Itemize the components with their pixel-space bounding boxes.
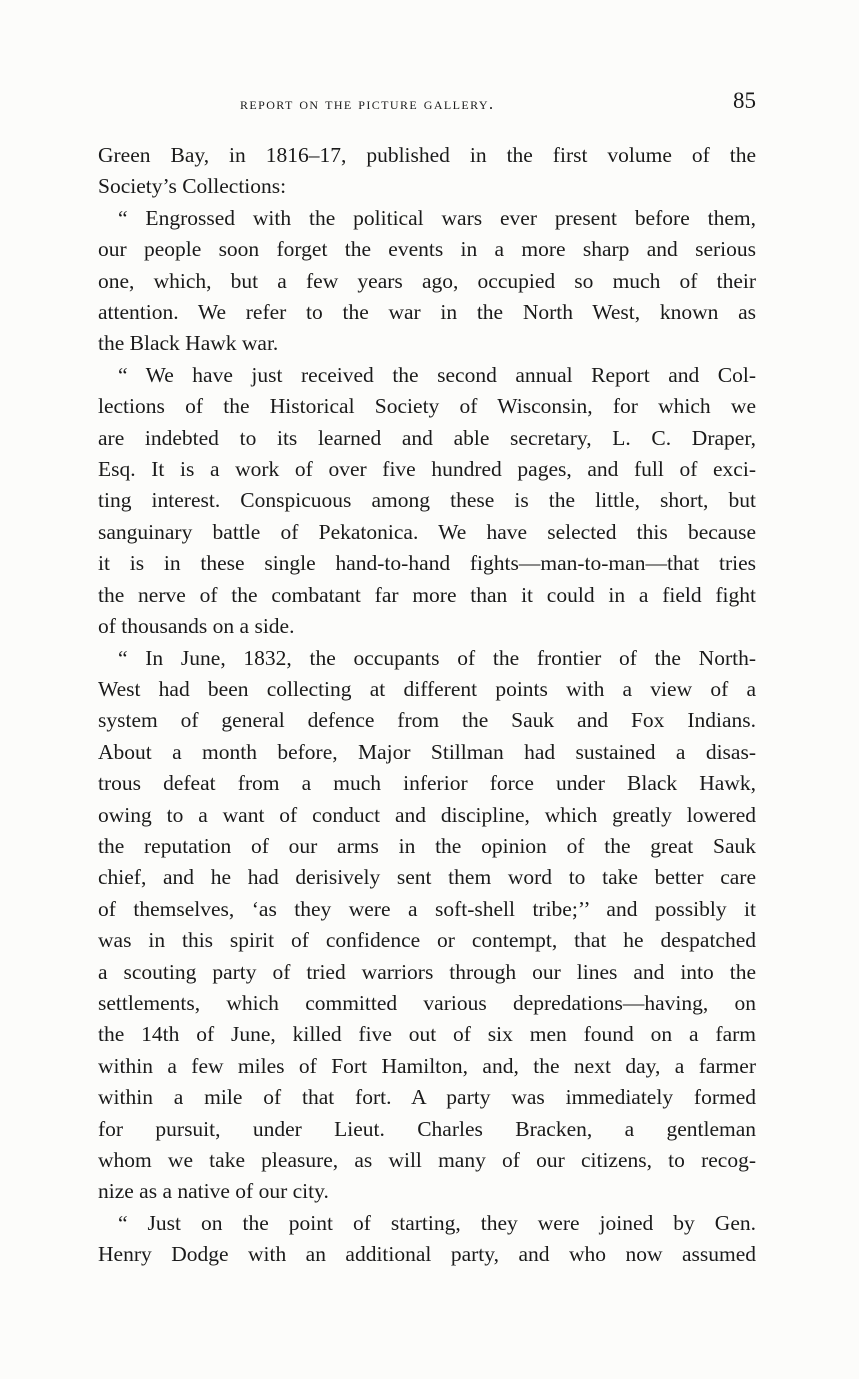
text-line: “ We have just received the second annual Report and Col- [118,362,756,387]
text-line: system of general defence from the Sauk and Fox Indians. [98,708,756,733]
text-line: of thousands on a side. [98,614,295,639]
text-line: West had been collecting at different points with a view of a [98,676,756,701]
text-line: attention. We refer to the war in the North West, known as [98,300,756,325]
text-line: whom we take pleasure, as will many of our citizens, to recog- [98,1148,756,1172]
text-line: within a few miles of Fort Hamilton, and, the next day, a farmer [98,1053,756,1078]
text-line: our people soon forget the events in a more sharp and serious [98,237,756,262]
text-line: “ Just on the point of starting, they were joined by Gen. [118,1210,756,1235]
paragraph-1 [98,140,756,203]
text-line: About a month before, Major Stillman had sustained a disas- [98,739,756,764]
text-line: the reputation of our arms in the opinion of the great Sauk [98,833,756,858]
text-line: of themselves, ‘as they were a soft-shell tribe;’’ and possibly it [98,896,756,921]
paragraph-3 [98,360,756,643]
text-line: one, which, but a few years ago, occupied so much of their [98,268,756,293]
text-line: the 14th of June, killed five out of six men found on a farm [98,1022,756,1047]
text-line: it is in these single hand-to-hand fights—man-to-man—that tries [98,551,756,576]
text-line: nize as a native of our city. [98,1179,329,1204]
text-line: the nerve of the combatant far more than it could in a field fight [98,582,756,607]
text-line: a scouting party of tried warriors through our lines and into the [98,959,756,984]
text-line: Green Bay, in 1816–17, published in the first volume of the [98,143,756,167]
text-line: settlements, which committed various depredations—having, on [98,990,756,1015]
text-line: are indebted to its learned and able secretary, L. C. Draper, [98,425,756,450]
paragraph-2 [98,203,756,360]
text-line: Henry Dodge with an additional party, and who now assumed [98,1242,756,1267]
text-line: within a mile of that fort. A party was immediately formed [98,1085,756,1110]
text-line: for pursuit, under Lieut. Charles Bracken, a gentleman [98,1116,756,1141]
page-header [96,88,758,124]
paragraph-4 [98,643,756,1208]
text-line: “ In June, 1832, the occupants of the frontier of the North- [118,645,756,670]
paragraph-5 [98,1208,756,1271]
text-line: trous defeat from a much inferior force under Black Hawk, [98,771,756,796]
text-line: Society’s Collections: [98,174,287,199]
text-line: was in this spirit of confidence or contempt, that he despatched [98,928,756,953]
page-number: 85 [733,88,756,113]
text-line: sanguinary battle of Pekatonica. We have selected this because [98,519,756,544]
text-line: the Black Hawk war. [98,331,279,356]
text-line: ting interest. Conspicuous among these is the little, short, but [98,488,756,513]
text-line: lections of the Historical Society of Wisconsin, for which we [98,394,756,419]
text-line: Esq. It is a work of over five hundred pages, and full of exci- [98,457,756,482]
text-line: chief, and he had derisively sent them word to take better care [98,865,756,890]
running-head: report on the picture gallery. [240,94,495,113]
text-line: “ Engrossed with the political wars ever present before them, [118,205,756,230]
body-text [98,140,756,1271]
text-line: owing to a want of conduct and discipline, which greatly lowered [98,802,756,827]
